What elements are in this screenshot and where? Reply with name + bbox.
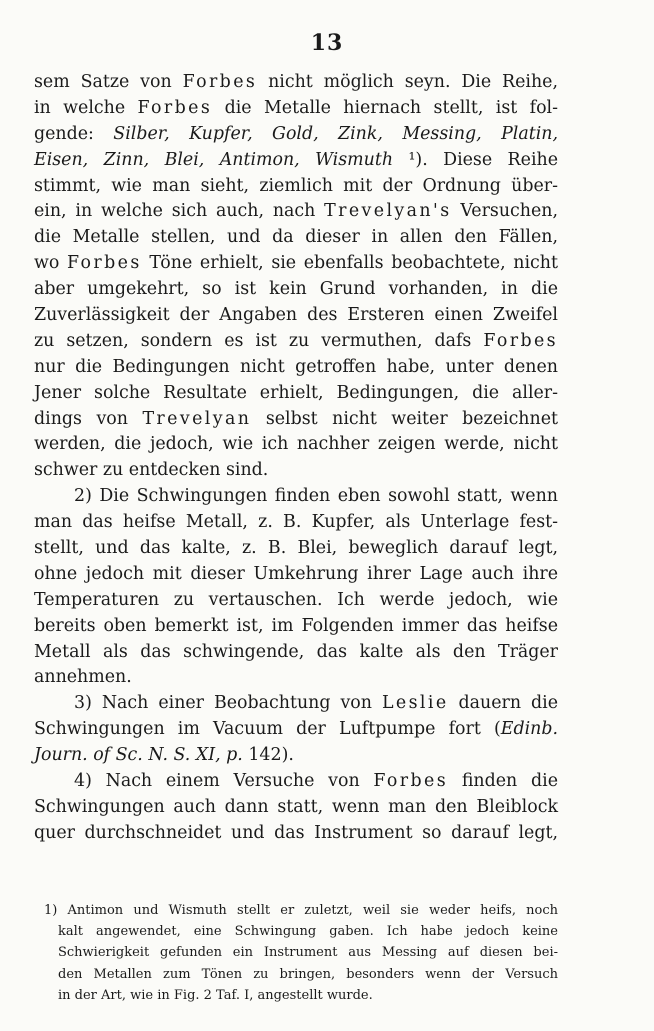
text-run: stellt, und das kalte, z. B. Blei, beweglich darauf legt, (34, 538, 558, 559)
text-line (34, 96, 558, 122)
italic-text: Eisen, Zinn, Blei, Antimon, Wismuth (34, 149, 394, 170)
spaced-name: Forbes (182, 72, 258, 92)
text-line (34, 743, 558, 769)
text-run: bereits oben bemerkt ist, im Folgenden immer das heifse (34, 615, 558, 636)
spaced-name: Forbes (373, 771, 449, 792)
text-run: ¹). Diese Reihe (393, 149, 558, 170)
text-line (34, 588, 558, 614)
footnotes (44, 900, 558, 1006)
text-line (34, 640, 558, 666)
text-run: Temperaturen zu vertauschen. Ich werde jedoch, wie (34, 589, 558, 610)
text-line (34, 251, 558, 277)
spaced-name: Forbes (67, 253, 142, 274)
text-run: dauern die (448, 693, 558, 714)
text-run: stimmt, wie man sieht, ziemlich mit der Ordnung über- (34, 175, 558, 196)
page-number: 13 (310, 30, 344, 56)
text-run: sem Satze von (34, 72, 183, 92)
text-line (34, 432, 558, 458)
text-run: 2) Die Schwingungen finden eben sowohl statt, wenn (74, 486, 558, 507)
text-line (34, 458, 558, 484)
text-run: nur die Bedingungen nicht getroffen habe, unter denen (34, 356, 558, 377)
text-line (34, 484, 558, 510)
text-line (34, 148, 558, 174)
text-line (34, 122, 558, 148)
text-line (34, 795, 558, 821)
text-line (34, 355, 558, 381)
text-run: dings von (34, 408, 143, 429)
footnote-line: den Metallen zum Tönen zu bringen, besonders wenn der Versuch (58, 966, 558, 982)
text-run: aber umgekehrt, so ist kein Grund vorhanden, in die (34, 279, 558, 300)
footnote-line: Schwierigkeit gefunden ein Instrument aus Messing auf diesen bei- (58, 945, 558, 961)
text-run: Jener solche Resultate erhielt, Bedingungen, die aller- (34, 382, 558, 403)
text-run: Zuverlässigkeit der Angaben des Ersteren einen Zweifel (34, 305, 558, 326)
text-run: Töne erhielt, sie ebenfalls beobachtete, nicht (141, 253, 558, 274)
text-line (34, 769, 558, 795)
text-line (34, 536, 558, 562)
text-run: finden die (448, 771, 558, 792)
text-line (34, 665, 558, 691)
footnote-line: 1) Antimon und Wismuth stellt er zuletzt, weil sie weder heifs, noch (44, 903, 558, 918)
footnote-line: in der Art, wie in Fig. 2 Taf. I, angestellt wurde. (58, 987, 373, 1003)
text-run: 142). (242, 745, 294, 766)
text-run: man das heifse Metall, z. B. Kupfer, als Unterlage fest- (34, 512, 558, 533)
text-line (34, 614, 558, 640)
text-run: 3) Nach einer Beobachtung von (74, 693, 382, 714)
footnote-line: kalt angewendet, eine Schwingung gaben. Ich habe jedoch keine (58, 924, 558, 940)
text-run: wo (34, 253, 68, 274)
spaced-name: Trevelyan's (324, 201, 452, 222)
italic-text: Silber, Kupfer, Gold, Zink, Messing, Platin, (113, 123, 558, 144)
text-line (34, 199, 558, 225)
spaced-name: Forbes (483, 330, 558, 351)
text-run: ohne jedoch mit dieser Umkehrung ihrer Lage auch ihre (34, 563, 558, 584)
text-run: Versuchen, (451, 201, 558, 222)
text-run: in welche (34, 97, 138, 118)
text-run: annehmen. (34, 667, 132, 688)
text-line (34, 329, 558, 355)
spaced-name: Leslie (381, 693, 449, 714)
text-line (34, 562, 558, 588)
text-run: Schwingungen im Vacuum der Luftpumpe fort ( (34, 719, 501, 740)
text-line (34, 225, 558, 251)
text-line (34, 70, 558, 96)
text-run: die Metalle stellen, und da dieser in allen den Fällen, (34, 227, 558, 248)
text-run: nicht möglich seyn. Die Reihe, (257, 72, 558, 92)
body-text (34, 70, 558, 847)
text-run: Metall als das schwingende, das kalte als den Träger (34, 641, 558, 662)
spaced-name: Trevelyan (142, 408, 252, 429)
text-run: quer durchschneidet und das Instrument so darauf legt, (34, 822, 558, 843)
text-run: selbst nicht weiter bezeichnet (251, 408, 558, 429)
text-run: zu setzen, sondern es ist zu vermuthen, dafs (34, 330, 484, 351)
italic-text: Edinb. (500, 719, 558, 740)
text-run: Schwingungen auch dann statt, wenn man den Bleiblock (34, 796, 558, 817)
text-line (34, 407, 558, 433)
text-run: ein, in welche sich auch, nach (34, 201, 325, 222)
text-run: werden, die jedoch, wie ich nachher zeigen werde, nicht (34, 434, 558, 455)
text-line (34, 303, 558, 329)
text-run: schwer zu entdecken sind. (34, 460, 269, 481)
text-line (34, 381, 558, 407)
spaced-name: Forbes (137, 97, 213, 118)
text-run: 4) Nach einem Versuche von (74, 771, 374, 792)
text-line (34, 821, 558, 847)
text-line (34, 691, 558, 717)
text-run: die Metalle hiernach stellt, ist fol- (212, 97, 558, 118)
text-line (34, 717, 558, 743)
italic-text: Journ. of Sc. N. S. XI, p. (34, 745, 243, 766)
text-line (34, 510, 558, 536)
text-line (34, 277, 558, 303)
text-line (34, 174, 558, 200)
text-run: gende: (34, 123, 114, 144)
